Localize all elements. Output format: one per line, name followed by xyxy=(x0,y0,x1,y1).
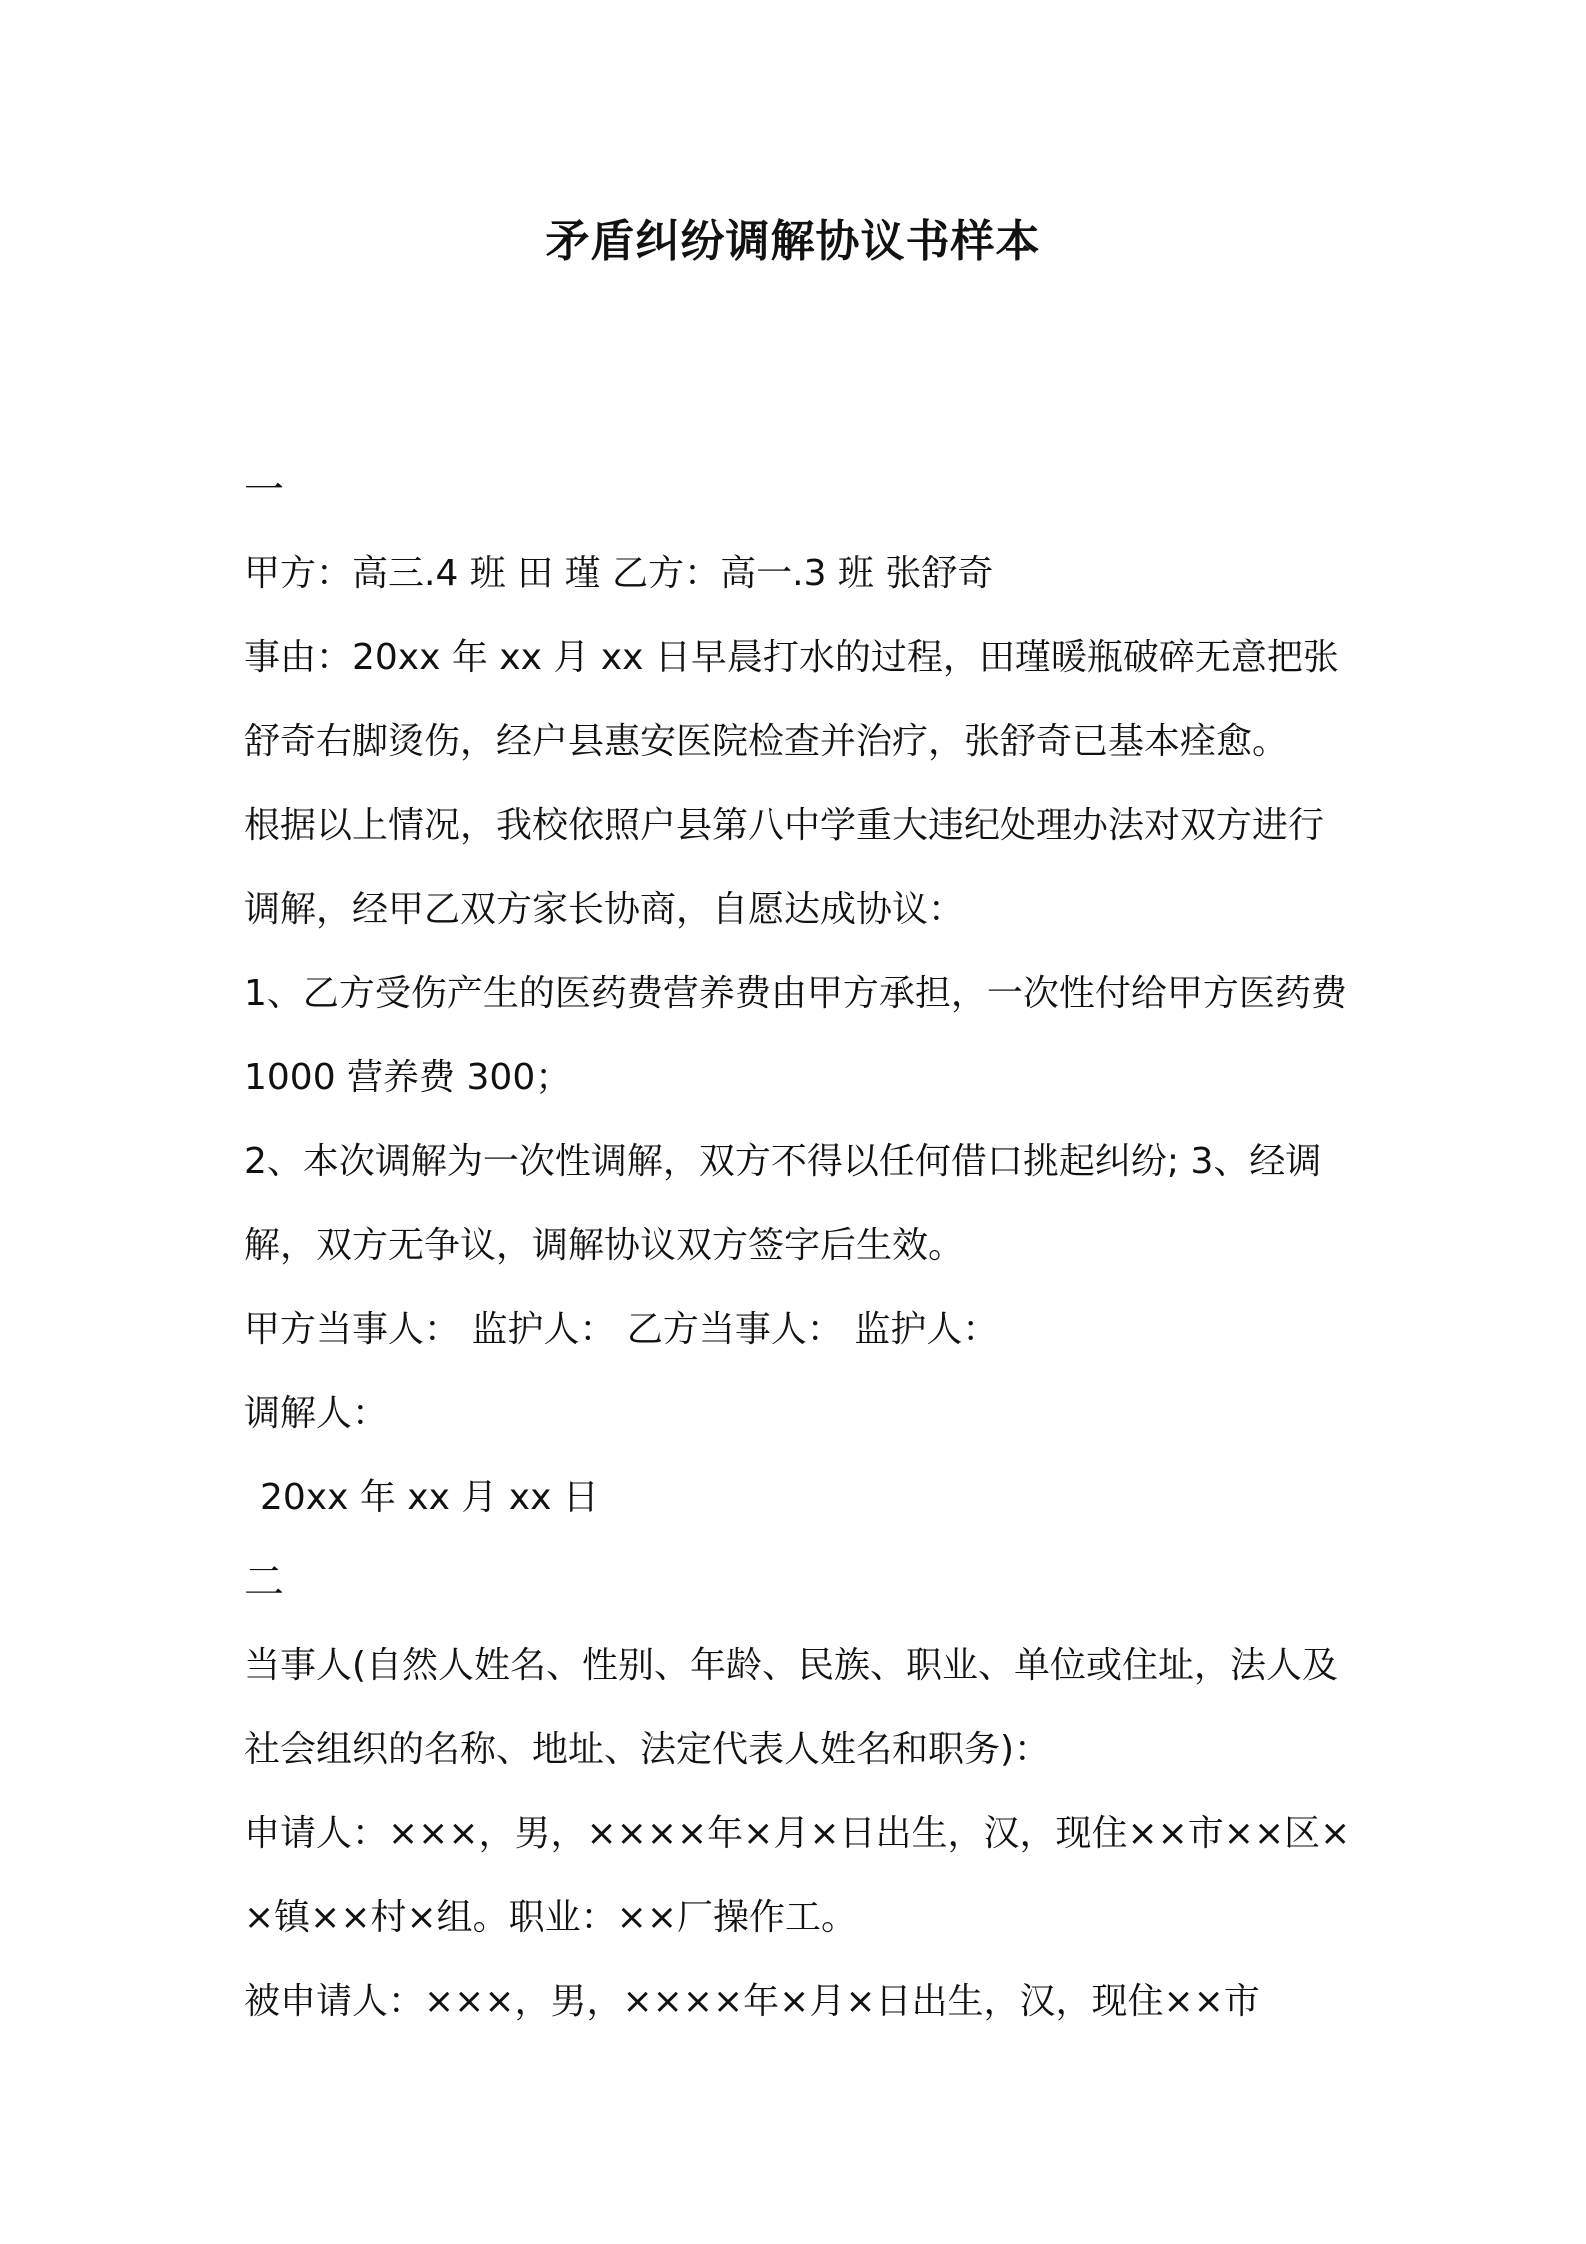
respondent-paragraph: 被申请人：×××，男，××××年×月×日出生，汉，现住××市 xyxy=(244,1981,1260,2022)
section-marker-two: 二 xyxy=(244,1559,284,1605)
document-title: 矛盾纠纷调解协议书样本 xyxy=(545,216,1041,267)
date-line: 20xx 年 xx 月 xx 日 xyxy=(260,1477,599,1518)
cause-paragraph: 事由：20xx 年 xx 月 xx 日早晨打水的过程，田瑾暖瓶破碎无意把张舒奇右脚烫伤，经户县惠安医院检查并治疗，张舒奇已基本痊愈。 xyxy=(244,637,1339,762)
parties-intro-paragraph: 当事人(自然人姓名、性别、年龄、民族、职业、单位或住址，法人及社会组织的名称、地址、法定代表人姓名和职务)： xyxy=(244,1645,1339,1770)
mediator-line: 调解人： xyxy=(244,1393,389,1434)
basis-paragraph: 根据以上情况，我校依照户县第八中学重大违纪处理办法对双方进行调解，经甲乙双方家长协商，自愿达成协议： xyxy=(244,805,1325,930)
section-marker-one: 一 xyxy=(244,467,284,513)
agreement-item-2-3: 2、本次调解为一次性调解，双方不得以任何借口挑起纠纷; 3、经调解，双方无争议，调解协议双方签字后生效。 xyxy=(244,1141,1322,1266)
document-body xyxy=(244,448,1356,2044)
signature-line: 甲方当事人： 监护人： 乙方当事人： 监护人： xyxy=(244,1309,999,1350)
applicant-paragraph: 申请人：×××，男，××××年×月×日出生，汉，现住××市××区××镇××村×组。职业：××厂操作工。 xyxy=(244,1813,1351,1938)
parties-line: 甲方：高三.4 班 田 瑾 乙方：高一.3 班 张舒奇 xyxy=(244,553,994,594)
agreement-item-1: 1、乙方受伤产生的医药费营养费由甲方承担，一次性付给甲方医药费 1000 营养费 300； xyxy=(244,973,1347,1098)
